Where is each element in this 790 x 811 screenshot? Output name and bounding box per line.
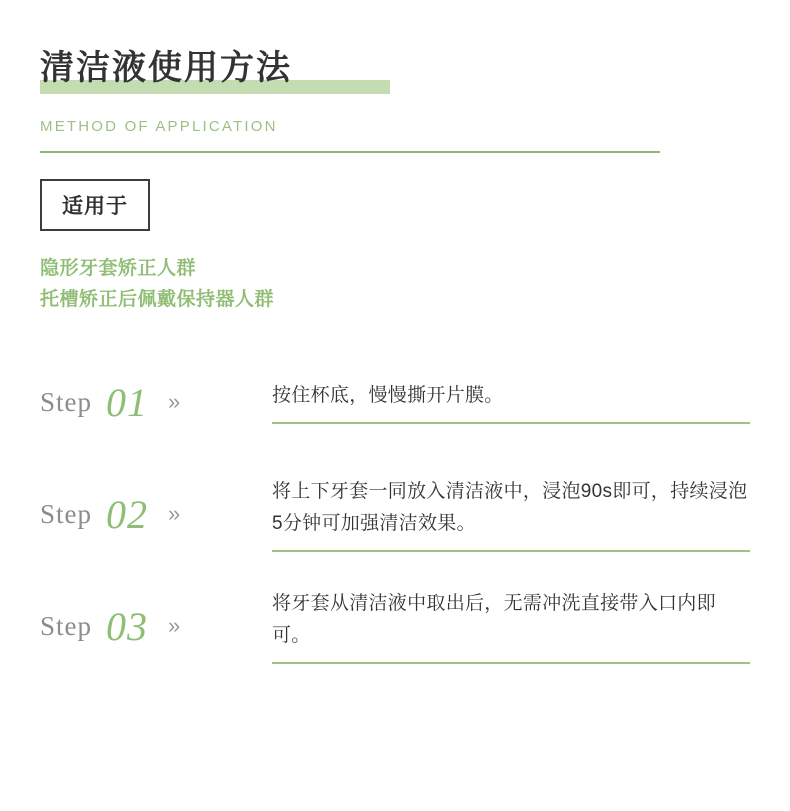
step-label-02 (40, 491, 272, 538)
chevron-right-icon: » (168, 613, 181, 638)
chevron-right-icon: » (168, 501, 181, 526)
page-root (0, 44, 790, 811)
page-title: 清洁液使用方法 (40, 49, 292, 87)
step-text: 按住杯底，慢慢撕开片膜。 (272, 385, 504, 406)
step-word: Step (40, 610, 93, 641)
applies-list (40, 253, 750, 315)
page-subtitle: METHOD OF APPLICATION (40, 118, 278, 135)
step-number: 01 (106, 379, 149, 425)
step-label-03 (40, 603, 272, 650)
step-word: Step (40, 498, 93, 529)
step-item-01 (40, 359, 750, 445)
step-label-01 (40, 379, 272, 426)
step-text: 将上下牙套一同放入清洁液中，浸泡90s即可，持续浸泡5分钟可加强清洁效果。 (272, 481, 748, 534)
step-body-01 (272, 380, 750, 424)
applies-list-item: 隐形牙套矫正人群 (40, 258, 197, 279)
step-spacer (40, 445, 750, 471)
step-number: 03 (106, 603, 149, 649)
applies-list-item: 托槽矫正后佩戴保持器人群 (40, 289, 275, 310)
step-text: 将牙套从清洁液中取出后，无需冲洗直接带入口内即可。 (272, 593, 716, 646)
page-title-block (40, 44, 750, 106)
step-word: Step (40, 386, 93, 417)
step-spacer (40, 557, 750, 583)
title-divider (40, 151, 660, 153)
step-item-02 (40, 471, 750, 557)
step-body-02 (272, 476, 750, 552)
steps-list (40, 359, 750, 669)
step-item-03 (40, 583, 750, 669)
step-body-03 (272, 588, 750, 664)
chevron-right-icon: » (168, 389, 181, 414)
step-number: 02 (106, 491, 149, 537)
applies-badge: 适用于 (40, 179, 150, 231)
